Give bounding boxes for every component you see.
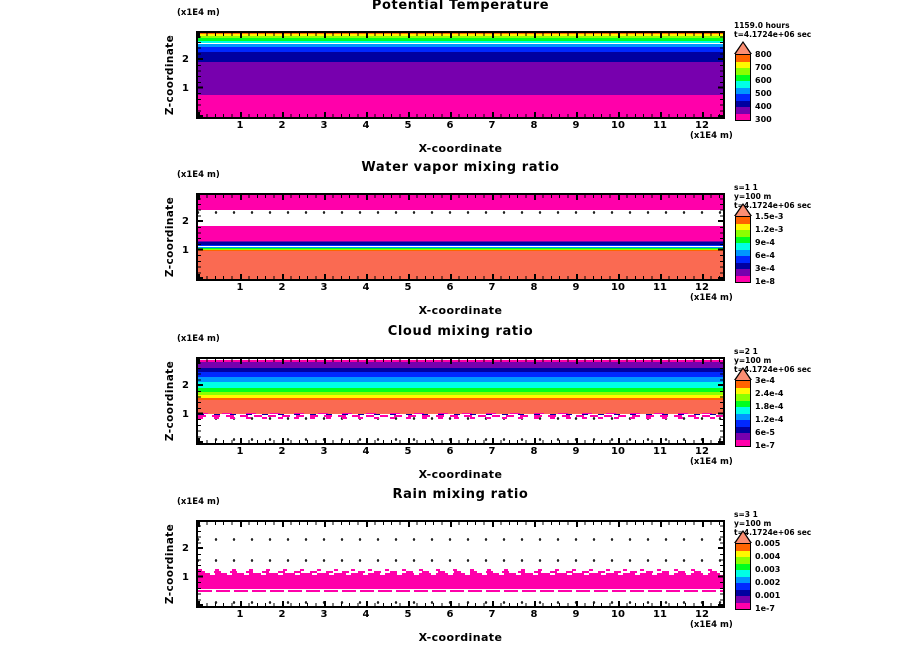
x-axis-label: X-coordinate <box>418 304 503 317</box>
contour-band-navy <box>198 52 723 62</box>
y-tick-labels <box>178 520 192 608</box>
panel-title: Potential Temperature <box>371 0 550 13</box>
colorbar-label: 9e-4 <box>755 238 775 247</box>
x-tick-label: 7 <box>488 282 496 293</box>
x-tick-labels <box>198 609 727 621</box>
contour-fringe-magenta <box>198 590 723 592</box>
legend-line: y=100 m <box>734 192 772 201</box>
contour-band-orange <box>198 250 723 251</box>
y-major-ticks-right <box>718 33 723 117</box>
contour-band-blue <box>198 47 723 52</box>
legend-line: y=100 m <box>734 519 772 528</box>
x-tick-label: 1 <box>236 446 244 457</box>
x-tick-label: 7 <box>488 446 496 457</box>
colorbar-segments <box>735 216 751 283</box>
x-tick-label: 10 <box>611 120 625 131</box>
contour-bands <box>198 522 723 606</box>
legend-line: 1159.0 hours <box>734 21 790 30</box>
y-axis-label-wrap <box>162 520 178 608</box>
contour-band-purple <box>198 62 723 95</box>
plot-area <box>196 520 725 608</box>
contour-band-cyan <box>198 41 723 44</box>
y-major-ticks-right <box>718 522 723 606</box>
contour-bands <box>198 33 723 117</box>
x-tick-label: 6 <box>446 120 454 131</box>
legend-line: y=100 m <box>734 356 772 365</box>
y-tick-labels <box>178 357 192 445</box>
contour-band-cyan <box>198 382 723 388</box>
x-tick-label: 5 <box>404 609 412 620</box>
x-tick-label: 6 <box>446 282 454 293</box>
colorbar-label: 600 <box>755 76 772 85</box>
colorbar-label: 0.001 <box>755 591 781 600</box>
colorbar-label: 2.4e-4 <box>755 389 784 398</box>
x-tick-labels <box>198 120 727 132</box>
colorbar-labels <box>755 212 801 292</box>
plot-area <box>196 193 725 281</box>
colorbar-label: 3e-4 <box>755 264 775 273</box>
contour-band-navy <box>198 368 723 372</box>
contour-band-magenta <box>198 575 723 589</box>
x-major-ticks-top <box>198 33 723 38</box>
x-tick-label: 6 <box>446 446 454 457</box>
x-axis-label: X-coordinate <box>418 142 503 155</box>
contour-bands <box>198 195 723 279</box>
y-tick-label: 2 <box>182 380 189 392</box>
colorbar-segment-magenta <box>736 440 750 447</box>
colorbar-segment-magenta <box>736 603 750 610</box>
x-tick-label: 2 <box>278 282 286 293</box>
contour-fringe-magenta <box>198 413 723 414</box>
x-tick-label: 11 <box>653 120 667 131</box>
x-major-ticks-bottom <box>198 112 723 117</box>
y-axis-label-wrap <box>162 357 178 445</box>
y-major-ticks-right <box>718 195 723 279</box>
contour-band-blue <box>198 372 723 377</box>
x-tick-labels <box>198 282 727 294</box>
x-tick-label: 1 <box>236 120 244 131</box>
panel-cloud-mixing-ratio <box>0 324 904 490</box>
colorbar-segment-magenta <box>736 276 750 283</box>
colorbar-label: 1.8e-4 <box>755 402 784 411</box>
colorbar-label: 300 <box>755 115 772 124</box>
x-tick-label: 12 <box>695 446 709 457</box>
colorbar-segments <box>735 380 751 447</box>
contour-band-yellow <box>198 395 723 398</box>
x-tick-label: 5 <box>404 282 412 293</box>
x-major-ticks-bottom <box>198 438 723 443</box>
x-axis-unit: (x1E4 m) <box>690 293 733 303</box>
colorbar-label: 1e-8 <box>755 277 775 286</box>
legend-line: s=2 1 <box>734 347 758 356</box>
y-tick-label: 1 <box>182 244 189 256</box>
x-tick-label: 12 <box>695 120 709 131</box>
contour-band-green <box>198 38 723 40</box>
y-tick-label: 1 <box>182 408 189 420</box>
x-tick-label: 3 <box>320 609 328 620</box>
x-tick-label: 6 <box>446 609 454 620</box>
y-axis-unit: (x1E4 m) <box>177 497 220 507</box>
y-tick-label: 1 <box>182 82 189 94</box>
x-axis-label: X-coordinate <box>418 468 503 481</box>
colorbar-labels <box>755 376 801 456</box>
y-axis-label-wrap <box>162 193 178 281</box>
colorbar-segments <box>735 543 751 610</box>
x-tick-label: 3 <box>320 446 328 457</box>
y-axis-unit: (x1E4 m) <box>177 334 220 344</box>
colorbar-label: 1e-7 <box>755 441 775 450</box>
contour-band-cyan <box>198 247 723 248</box>
contour-band-magenta <box>198 226 723 241</box>
x-tick-label: 3 <box>320 120 328 131</box>
plot-area <box>196 31 725 119</box>
legend-line: t=4.1724e+06 sec <box>734 365 812 374</box>
y-axis-label: Z-coordinate <box>164 360 177 442</box>
y-major-ticks-left <box>198 359 203 443</box>
contour-fringe-magenta <box>198 417 723 419</box>
legend-line: s=3 1 <box>734 510 758 519</box>
contour-band-purple <box>198 241 723 242</box>
x-tick-label: 5 <box>404 120 412 131</box>
contour-band-orange <box>198 398 723 400</box>
legend-line: t=4.1724e+06 sec <box>734 30 812 39</box>
panel-rain-mixing-ratio <box>0 487 904 653</box>
x-tick-label: 11 <box>653 282 667 293</box>
colorbar-label: 0.002 <box>755 578 781 587</box>
x-tick-label: 7 <box>488 120 496 131</box>
panel-water-vapor-mixing-ratio <box>0 160 904 326</box>
x-tick-labels <box>198 446 727 458</box>
x-tick-label: 12 <box>695 609 709 620</box>
x-tick-label: 9 <box>572 446 580 457</box>
contour-band-azure <box>198 377 723 382</box>
x-tick-label: 7 <box>488 609 496 620</box>
y-axis-label: Z-coordinate <box>164 523 177 605</box>
x-tick-label: 2 <box>278 120 286 131</box>
colorbar-label: 6e-5 <box>755 428 775 437</box>
contour-band-green <box>198 388 723 392</box>
contour-band-salmon <box>198 400 723 414</box>
contour-fringe-magenta <box>198 573 723 576</box>
x-tick-label: 8 <box>530 609 538 620</box>
contour-band-blue <box>198 245 723 246</box>
colorbar-segment-magenta <box>736 114 750 121</box>
colorbar-labels <box>755 539 801 619</box>
contour-band-chartreuse <box>198 392 723 395</box>
x-major-ticks-bottom <box>198 274 723 279</box>
x-tick-label: 4 <box>362 446 370 457</box>
x-tick-label: 1 <box>236 609 244 620</box>
x-tick-label: 12 <box>695 282 709 293</box>
contour-band-azure <box>198 247 723 248</box>
contour-band-yellow <box>198 249 723 250</box>
x-tick-label: 11 <box>653 609 667 620</box>
panel-title: Cloud mixing ratio <box>387 324 534 339</box>
x-tick-label: 9 <box>572 282 580 293</box>
panel-potential-temperature <box>0 1 904 164</box>
x-major-ticks-top <box>198 522 723 527</box>
x-major-ticks-top <box>198 359 723 364</box>
panel-title: Rain mixing ratio <box>392 487 529 502</box>
y-tick-label: 1 <box>182 571 189 583</box>
y-axis-label: Z-coordinate <box>164 34 177 116</box>
y-axis-unit: (x1E4 m) <box>177 170 220 180</box>
contour-fringe-magenta <box>198 571 723 573</box>
x-tick-label: 8 <box>530 282 538 293</box>
y-axis-label-wrap <box>162 31 178 119</box>
legend-text <box>734 21 811 39</box>
y-major-ticks-left <box>198 33 203 117</box>
x-tick-label: 9 <box>572 609 580 620</box>
x-tick-label: 9 <box>572 120 580 131</box>
x-tick-label: 2 <box>278 446 286 457</box>
x-tick-label: 1 <box>236 282 244 293</box>
colorbar-label: 800 <box>755 50 772 59</box>
x-tick-label: 8 <box>530 446 538 457</box>
contour-band-navy <box>198 242 723 245</box>
colorbar-label: 1e-7 <box>755 604 775 613</box>
colorbar-label: 400 <box>755 102 772 111</box>
contour-fringe-navy <box>198 414 723 415</box>
colorbar-label: 1.2e-3 <box>755 225 784 234</box>
y-tick-labels <box>178 31 192 119</box>
colorbar-segments <box>735 54 751 121</box>
colorbar-label: 500 <box>755 89 772 98</box>
x-tick-label: 2 <box>278 609 286 620</box>
contour-bands <box>198 359 723 443</box>
colorbar-label: 700 <box>755 63 772 72</box>
y-major-ticks-right <box>718 359 723 443</box>
x-axis-unit: (x1E4 m) <box>690 620 733 630</box>
legend-line: t=4.1724e+06 sec <box>734 201 812 210</box>
x-axis-unit: (x1E4 m) <box>690 457 733 467</box>
x-major-ticks-bottom <box>198 601 723 606</box>
colorbar-label: 1.5e-3 <box>755 212 784 221</box>
x-tick-label: 8 <box>530 120 538 131</box>
contour-fringe-magenta <box>198 569 723 571</box>
x-tick-label: 4 <box>362 282 370 293</box>
x-axis-unit: (x1E4 m) <box>690 131 733 141</box>
x-tick-label: 10 <box>611 282 625 293</box>
x-tick-label: 5 <box>404 446 412 457</box>
y-major-ticks-left <box>198 522 203 606</box>
x-tick-label: 10 <box>611 446 625 457</box>
colorbar-label: 0.004 <box>755 552 781 561</box>
contour-band-green <box>198 248 723 249</box>
colorbar-label: 1.2e-4 <box>755 415 784 424</box>
x-tick-label: 11 <box>653 446 667 457</box>
panel-title: Water vapor mixing ratio <box>361 160 560 175</box>
y-tick-labels <box>178 193 192 281</box>
x-major-ticks-top <box>198 195 723 200</box>
legend-line: s=1 1 <box>734 183 758 192</box>
colorbar-label: 6e-4 <box>755 251 775 260</box>
x-tick-label: 3 <box>320 282 328 293</box>
x-tick-label: 10 <box>611 609 625 620</box>
colorbar-labels <box>755 50 801 130</box>
x-tick-label: 4 <box>362 120 370 131</box>
x-tick-label: 4 <box>362 609 370 620</box>
legend-line: t=4.1724e+06 sec <box>734 528 812 537</box>
colorbar-label: 0.003 <box>755 565 781 574</box>
contour-band-azure <box>198 44 723 47</box>
y-major-ticks-left <box>198 195 203 279</box>
y-axis-label: Z-coordinate <box>164 196 177 278</box>
x-axis-label: X-coordinate <box>418 631 503 644</box>
colorbar-label: 0.005 <box>755 539 781 548</box>
y-axis-unit: (x1E4 m) <box>177 8 220 18</box>
y-tick-label: 2 <box>182 216 189 228</box>
plot-area <box>196 357 725 445</box>
y-tick-label: 2 <box>182 54 189 66</box>
y-tick-label: 2 <box>182 543 189 555</box>
colorbar-label: 3e-4 <box>755 376 775 385</box>
